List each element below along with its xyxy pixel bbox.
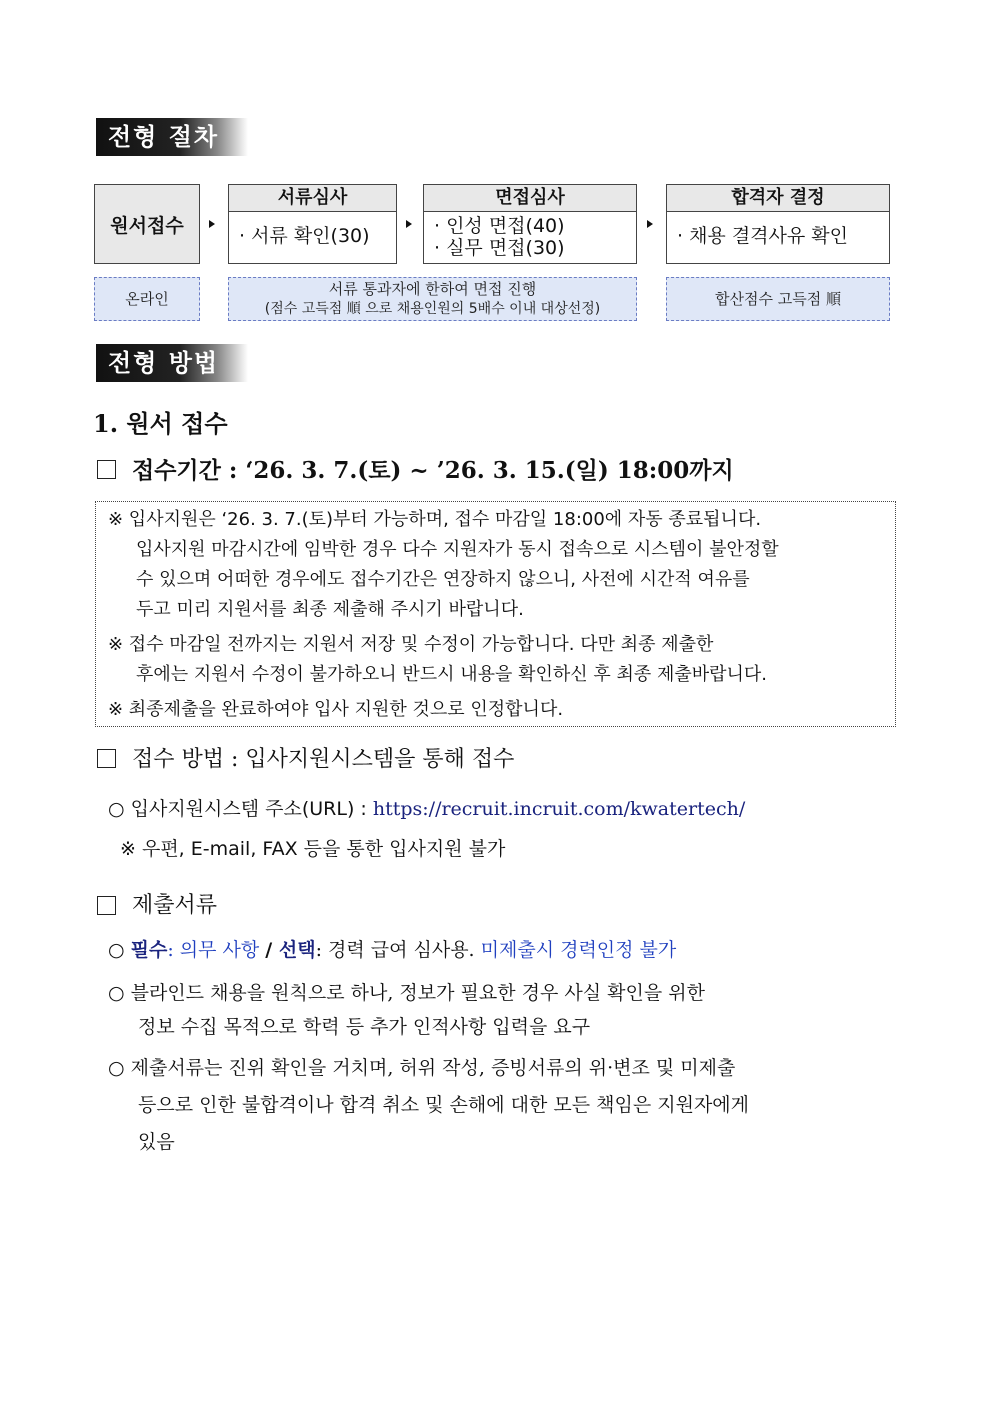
slash: / [265, 939, 279, 961]
optional-desc: : 경력 급여 심사용. [315, 939, 481, 961]
flow-note-total-score: 합산점수 고득점 順 [666, 277, 890, 321]
method-note: ※ 우편, E-mail, FAX 등을 통한 입사지원 불가 [120, 838, 506, 860]
flow-step-final-decision [666, 184, 890, 264]
flow-note-interview-condition [228, 277, 637, 321]
notice-box [95, 501, 896, 727]
section-title-procedure: 전형 절차 [96, 118, 248, 156]
flow-note-online: 온라인 [94, 277, 200, 321]
flow-arrow-icon [647, 220, 653, 228]
flow-arrow-icon [209, 220, 215, 228]
flow-step-header: 합격자 결정 [667, 185, 889, 212]
flow-step-application [94, 184, 200, 264]
docs-item-verify-line2: 등으로 인한 불합격이나 합격 취소 및 손해에 대한 모든 책임은 지원자에게 [138, 1094, 750, 1116]
notice-line: 입사지원 마감시간에 임박한 경우 다수 지원자가 동시 접속으로 시스템이 불안정할 [136, 539, 779, 560]
flow-step-document-review [228, 184, 397, 264]
flow-step-item: · 실무 면접(30) [434, 237, 565, 259]
docs-item-required [108, 935, 676, 962]
flow-arrow-icon [406, 220, 412, 228]
flow-note-line: 서류 통과자에 한하여 면접 진행 [328, 280, 537, 298]
url-row [108, 794, 745, 821]
notice-line: 수 있으며 어떠한 경우에도 접수기간은 연장하지 않으니, 사전에 시간적 여유를 [136, 569, 750, 590]
checkbox-icon [97, 749, 116, 768]
required-desc: : 의무 사항 [167, 939, 266, 961]
recruit-url-link[interactable]: https://recruit.incruit.com/kwatertech/ [372, 798, 746, 820]
docs-title: 제출서류 [132, 893, 218, 918]
docs-item-blind-line2: 정보 수집 목적으로 학력 등 추가 인적사항 입력을 요구 [138, 1016, 591, 1038]
method-title: 접수 방법 : 입사지원시스템을 통해 접수 [132, 747, 515, 772]
notice-line: ※ 입사지원은 ‘26. 3. 7.(토)부터 가능하며, 접수 마감일 18:00에 자동 종료됩니다. [108, 509, 762, 530]
checkbox-icon [97, 896, 116, 915]
section-title-method: 전형 방법 [96, 344, 248, 382]
notice-line: 두고 미리 지원서를 최종 제출해 주시기 바랍니다. [136, 599, 524, 620]
notice-line: ※ 접수 마감일 전까지는 지원서 저장 및 수정이 가능합니다. 다만 최종 제출한 [108, 634, 714, 655]
notice-line: ※ 최종제출을 완료하여야 입사 지원한 것으로 인정합니다. [108, 699, 564, 720]
flow-step-item: · 서류 확인(30) [239, 225, 370, 247]
flow-step-interview [423, 184, 637, 264]
docs-item-verify-line1: ○ 제출서류는 진위 확인을 거치며, 허위 작성, 증빙서류의 위·변조 및 미제출 [108, 1057, 736, 1079]
flow-step-header: 면접심사 [424, 185, 636, 212]
flow-step-item: · 인성 면접(40) [434, 215, 565, 237]
optional-label: 선택 [278, 939, 316, 961]
application-period: 접수기간 : ‘26. 3. 7.(토) ~ ’26. 3. 15.(일) 18:00까지 [132, 457, 734, 484]
flow-step-application-label: 원서접수 [110, 214, 184, 237]
docs-item-blind-line1: ○ 블라인드 채용을 원칙으로 하나, 정보가 필요한 경우 사실 확인을 위한 [108, 982, 705, 1004]
optional-warning: 미제출시 경력인정 불가 [480, 939, 677, 961]
flow-note-line: (점수 고득점 順 으로 채용인원의 5배수 이내 대상선정) [264, 301, 601, 317]
bullet: ○ [108, 939, 131, 961]
url-label: ○ 입사지원시스템 주소(URL) : [108, 798, 373, 820]
notice-line: 후에는 지원서 수정이 불가하오니 반드시 내용을 확인하신 후 최종 제출바랍니다. [136, 664, 768, 685]
heading-application: 1. 원서 접수 [93, 409, 228, 438]
required-label: 필수 [130, 939, 168, 961]
checkbox-icon [97, 460, 116, 479]
flow-step-item: · 채용 결격사유 확인 [677, 225, 848, 247]
docs-item-verify-line3: 있음 [138, 1131, 175, 1153]
flow-step-header: 서류심사 [229, 185, 396, 212]
